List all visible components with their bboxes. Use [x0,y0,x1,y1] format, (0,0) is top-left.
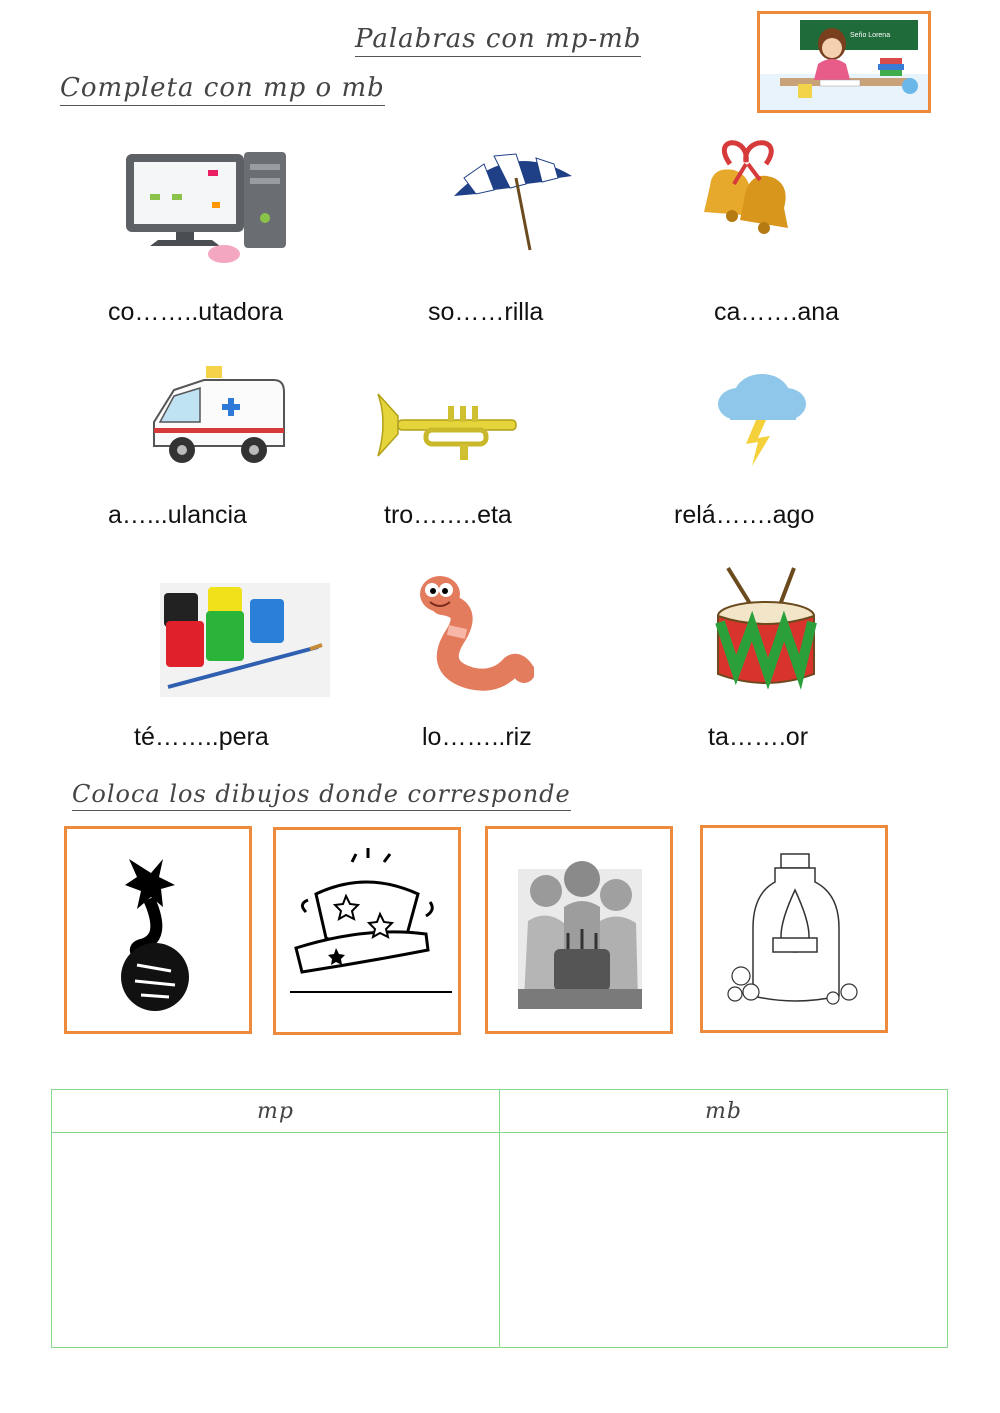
instruction-complete: Completa con mp o mb [60,73,385,106]
column-header-mb: mb [500,1090,948,1133]
umbrella-icon [450,148,575,258]
lightning-cloud-icon [716,362,808,477]
computer-icon [124,150,290,270]
birthday-party-icon [488,829,670,1031]
word-tempera: té……..pera [134,723,269,751]
card-bomb[interactable] [64,826,252,1034]
worm-icon [414,568,534,697]
instruction-place: Coloca los dibujos donde corresponde [72,780,571,811]
page-title: Palabras con mp-mb [355,24,641,57]
word-trompeta: tro……..eta [384,501,512,529]
trumpet-icon [376,392,521,467]
card-birthday-party[interactable] [485,826,673,1034]
shampoo-bottle-icon [703,828,885,1030]
card-top-hat[interactable] [273,827,461,1035]
ambulance-icon [144,366,286,475]
word-computadora: co……..utadora [108,298,284,326]
top-hat-icon [276,830,458,1032]
logo-text: Seño Lorena [850,32,891,39]
drop-zone-mb[interactable] [500,1133,948,1348]
drum-icon [714,566,822,699]
teacher-logo [757,11,931,113]
word-lombriz: lo……..riz [422,723,532,751]
sorting-table [51,1089,948,1348]
word-ambulancia: a…...ulancia [108,501,247,529]
drop-zone-mp[interactable] [52,1133,500,1348]
word-campana: ca…….ana [714,298,840,326]
word-relampago: relá…….ago [674,501,815,529]
word-sombrilla: so……rilla [428,298,544,326]
bomb-icon [67,829,249,1031]
bells-icon [690,136,805,249]
card-shampoo[interactable] [700,825,888,1033]
paint-pots-icon [160,583,330,702]
word-tambor: ta…….or [708,723,809,751]
column-header-mp: mp [52,1090,500,1133]
